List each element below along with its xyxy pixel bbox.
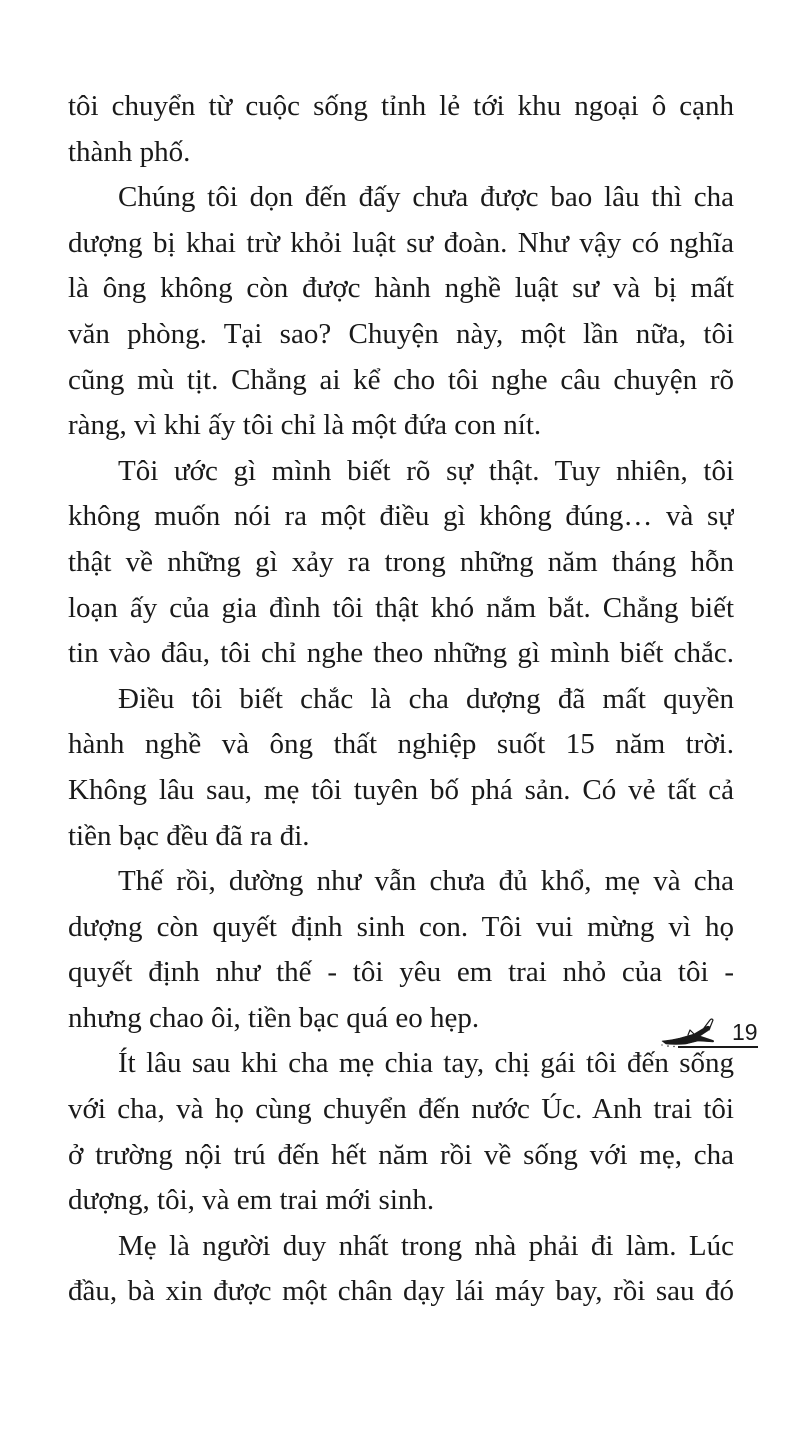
- text-line: dượng còn quyết định sinh con. Tôi vui mừng vì họ: [68, 910, 734, 943]
- text-line: thành phố.: [68, 135, 191, 168]
- footer-rule: [678, 1046, 758, 1048]
- text-line: đầu, bà xin được một chân dạy lái máy bay, rồi sau đó: [68, 1275, 734, 1308]
- text-line: Điều tôi biết chắc là cha dượng đã mất quyền: [118, 682, 734, 715]
- text-line: văn phòng. Tại sao? Chuyện này, một lần nữa, tôi: [68, 317, 734, 350]
- text-line: Mẹ là người duy nhất trong nhà phải đi làm. Lúc: [118, 1229, 734, 1262]
- text-line: ở trường nội trú đến hết năm rồi về sống với mẹ, cha: [68, 1138, 734, 1171]
- text-line: nhưng chao ôi, tiền bạc quá eo hẹp.: [68, 1001, 480, 1034]
- text-line: tôi chuyển từ cuộc sống tỉnh lẻ tới khu ngoại ô cạnh: [68, 90, 734, 122]
- page-footer: [660, 1010, 760, 1060]
- body-text: [68, 84, 734, 1315]
- text-line: cũng mù tịt. Chẳng ai kể cho tôi nghe câu chuyện rõ: [68, 363, 734, 396]
- text-line: tiền bạc đều đã ra đi.: [68, 819, 310, 852]
- text-line: Chúng tôi dọn đến đấy chưa được bao lâu thì cha: [118, 181, 734, 214]
- text-line: với cha, và họ cùng chuyển đến nước Úc. Anh trai tôi: [68, 1093, 734, 1126]
- text-line: hành nghề và ông thất nghiệp suốt 15 năm trời.: [68, 728, 734, 761]
- text-line: quyết định như thế - tôi yêu em trai nhỏ của tôi -: [68, 956, 734, 989]
- text-line: tin vào đâu, tôi chỉ nghe theo những gì mình biết chắc.: [68, 637, 734, 670]
- text-line: là ông không còn được hành nghề luật sư và bị mất: [68, 272, 734, 305]
- text-line: Ít lâu sau khi cha mẹ chia tay, chị gái tôi đến sống: [118, 1047, 734, 1080]
- airplane-ornament-icon: [660, 1016, 730, 1048]
- text-line: không muốn nói ra một điều gì không đúng… và sự: [68, 500, 734, 533]
- text-line: dượng bị khai trừ khỏi luật sư đoàn. Như vậy có nghĩa: [68, 226, 734, 259]
- text-line: Không lâu sau, mẹ tôi tuyên bố phá sản. Có vẻ tất cả: [68, 773, 734, 806]
- text-line: Tôi ước gì mình biết rõ sự thật. Tuy nhiên, tôi: [118, 454, 734, 487]
- text-line: ràng, vì khi ấy tôi chỉ là một đứa con nít.: [68, 409, 542, 442]
- text-line: dượng, tôi, và em trai mới sinh.: [68, 1184, 435, 1217]
- text-line: Thế rồi, dường như vẫn chưa đủ khổ, mẹ và cha: [118, 865, 734, 898]
- text-line: loạn ấy của gia đình tôi thật khó nắm bắt. Chẳng biết: [68, 591, 734, 624]
- text-line: thật về những gì xảy ra trong những năm tháng hỗn: [68, 545, 734, 578]
- page-number: 19: [732, 1019, 758, 1045]
